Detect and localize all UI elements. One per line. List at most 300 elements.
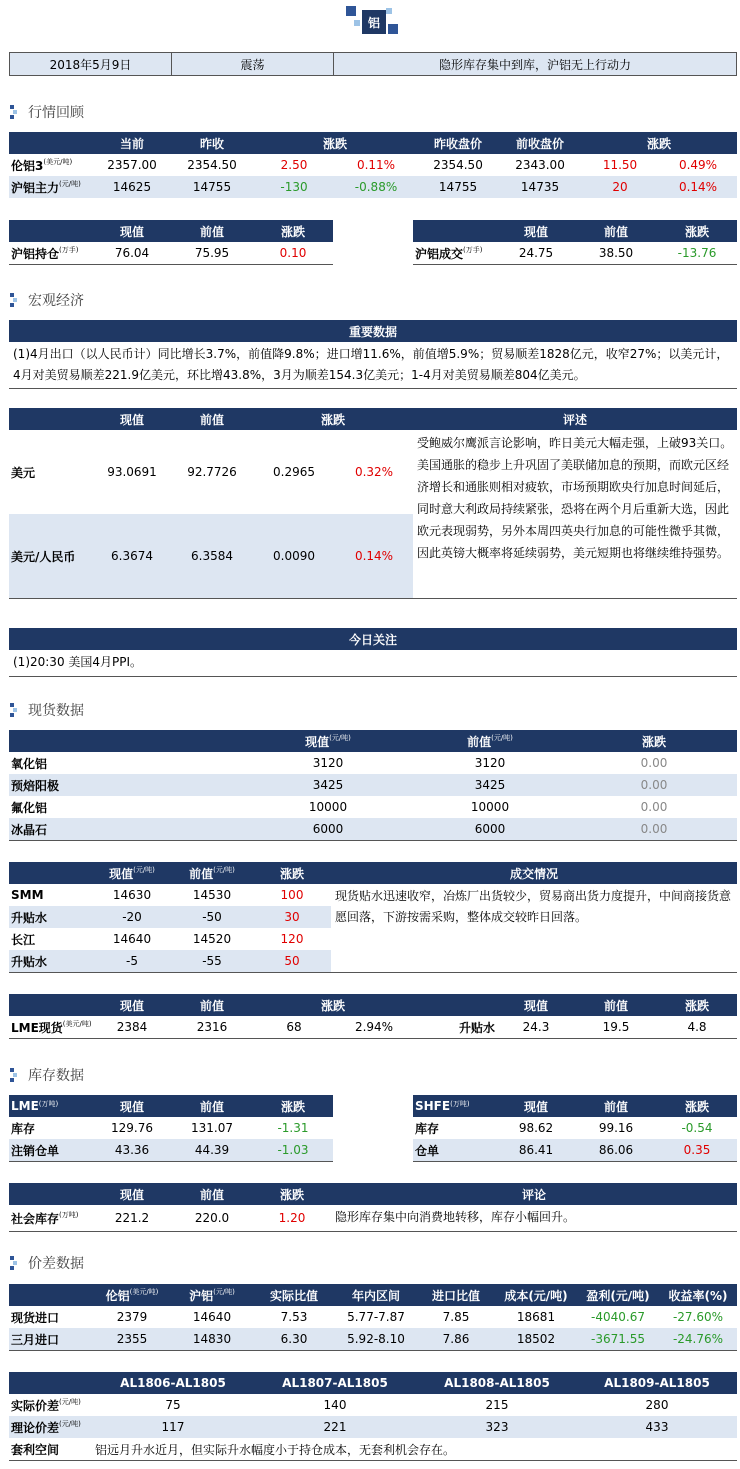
table-header-cell: 成交情况 [331,862,737,884]
table-cell: 7.85 [442,1310,470,1324]
table-header-cell: 重要数据 [9,320,737,342]
table-header-cell: 今日关注 [9,628,737,650]
table-cell [9,1016,93,1039]
table-header-cell: 现值 [93,1183,171,1205]
table-header-cell: 前值 [575,220,657,242]
table-cell: 43.36 [93,1139,171,1162]
table-header-cell: 现值 [497,994,575,1016]
table-cell: 6000 [409,818,571,841]
table-header-cell: AL1809-AL1805 [577,1372,737,1394]
table-row [9,1183,737,1205]
table-cell: -4040.67 [591,1310,645,1324]
table-cell: 24.3 [522,1020,550,1034]
table-header-cell [93,1284,171,1306]
table-cell: 5.77-7.87 [347,1310,405,1324]
table-cell: 2354.50 [433,158,483,172]
spot-deals-table [9,862,737,973]
table-cell: 6.3584 [171,514,253,599]
cell-label: 沪铝成交 [415,246,464,261]
section-title-market [10,102,84,122]
table-cell: 129.76 [111,1121,153,1135]
table-cell: 44.39 [171,1139,253,1162]
table-cell: -5 [93,950,171,973]
table-cell: 氧化铝 [11,756,48,771]
table-cell: -1.31 [277,1121,309,1135]
shfe-inventory-table [413,1095,737,1162]
table-cell: 20 [581,176,659,198]
unit-label: (万吨) [450,1100,470,1108]
table-header-cell: 涨跌 [571,730,737,752]
table-header-cell: 涨跌 [253,1095,333,1117]
table-row [9,628,737,650]
table-cell: 18502 [495,1328,577,1351]
table-row [9,1016,737,1039]
table-cell: 99.16 [598,1121,634,1135]
table-cell: 10000 [470,800,510,814]
unit-label: (美元/吨) [43,157,73,166]
table-row [9,220,333,242]
table-cell: 14830 [171,1328,253,1351]
unit-label: (元/吨) [133,865,155,874]
table-cell: 38.50 [598,246,634,260]
table-cell [9,1394,93,1416]
table-header-cell [247,730,409,752]
table-row [413,1117,737,1139]
table-row [9,1306,737,1328]
unit-label: (元/吨) [491,733,513,742]
table-cell: 14755 [417,176,499,198]
table-cell: 14755 [171,176,253,198]
table-cell: 美元 [11,465,36,480]
table-row [9,1416,737,1438]
table-cell: 18681 [516,1310,556,1324]
cell-label: 库存数据 [28,1068,84,1084]
table-header-cell: 前值 [575,1095,657,1117]
table-header-cell [171,862,253,884]
table-cell: -1.03 [253,1139,333,1162]
table-header-cell: 现值 [93,220,171,242]
table-cell: 现货进口 [11,1310,60,1325]
section-title-spot [10,700,84,720]
table-cell: 1.20 [278,1211,306,1225]
table-row [413,1139,737,1162]
table-cell: -27.60% [672,1310,724,1324]
table-cell: 76.04 [114,246,150,260]
section-marker-icon [10,1256,18,1270]
table-cell: 0.0090 [253,514,335,599]
table-cell: 2355 [93,1328,171,1351]
table-header-cell: 年内区间 [335,1284,417,1306]
table-cell: 0.14% [335,514,413,599]
table-header-cell: 昨收 [171,132,253,154]
table-cell: (1)4月出口（以人民币计）同比增长3.7%，前值降9.8%；进口增11.6%，前值增5.9%；贸易顺差1828亿元，收窄27%；以美元计，4月对美贸易顺差221.9亿美元，环比增43.8%，3月为顺差154.3亿美元；1-4月对美贸易顺差804亿美元。 [13,347,729,382]
table-header-cell: 前值 [171,994,253,1016]
table-header-cell: 现值 [497,220,575,242]
table-row [9,1205,737,1232]
table-header-cell: 实际比值 [253,1284,335,1306]
table-header-cell [9,132,93,154]
table-row [9,1139,333,1162]
table-cell: 221 [253,1416,417,1438]
table-header-cell [9,862,93,884]
table-cell: 280 [645,1398,669,1412]
unit-label: (美元/吨) [62,1019,92,1028]
table-cell: -50 [171,906,253,928]
table-cell: 30 [253,906,331,928]
cell-label: LME [11,1099,39,1113]
table-cell: -24.76% [659,1328,737,1351]
table-row [9,1372,737,1394]
table-header-cell [9,1372,93,1394]
section-marker-icon [10,1068,18,1082]
table-header-cell [9,408,93,430]
unit-label: (万手) [59,245,79,254]
volume-table [413,220,737,265]
market-header-row [9,132,737,154]
table-header-cell: 前值 [171,1095,253,1117]
table-header-cell: AL1808-AL1805 [417,1372,577,1394]
table-header-cell: 前值 [575,994,657,1016]
table-cell: -13.76 [677,246,717,260]
table-cell: 仓单 [413,1139,497,1162]
cell-label: 沪铝持仓 [11,246,60,261]
table-cell: 铝远月升水近月，但实际升水幅度小于持仓成本，无套利机会存在。 [95,1442,456,1457]
unit-label: (万吨) [59,1210,79,1219]
unit-label: (万吨) [38,1100,59,1108]
unit-label: (元/吨) [59,1419,81,1428]
table-cell: 2316 [196,1020,228,1034]
table-header-cell: 现值 [497,1095,575,1117]
table-cell: 14640 [112,932,152,946]
table-header-cell [9,994,93,1016]
table-cell: 117 [93,1416,253,1438]
today-focus-table [9,628,737,677]
table-header-cell: 收益率(%) [659,1284,737,1306]
table-cell: 75 [165,1398,181,1412]
section-title-inventory [10,1065,84,1085]
fx-table [9,408,737,599]
table-header-cell: 现值 [93,994,171,1016]
table-header-cell [9,1284,93,1306]
table-cell [9,154,93,176]
report-date: 2018年5月9日 [10,53,172,76]
table-cell: 323 [417,1416,577,1438]
table-cell [9,242,93,265]
section-marker-icon [10,703,18,717]
table-row [9,1394,737,1416]
logo [346,6,398,38]
table-cell: 6000 [247,818,409,841]
cell-label: LME现货 [11,1020,63,1035]
table-header-cell: 涨跌 [253,994,413,1016]
table-header-cell: 成本(元/吨) [495,1284,577,1306]
table-cell: SMM [11,888,44,902]
cell-label: 伦铝 [105,1288,130,1303]
market-row-lme [9,154,737,176]
cell-label: 前值 [467,734,492,749]
table-cell: 美元/人民币 [9,514,93,599]
table-cell [9,1205,93,1232]
table-row [9,862,737,884]
table-cell: 3120 [474,756,506,770]
table-cell: 升贴水 [459,1020,496,1035]
unit-label: (元/吨) [213,865,235,874]
deal-comment: 现货贴水迅速收窄，冶炼厂出货较少，贸易商出货力度提升，中间商接货意愿回落，下游按需采购，整体成交较昨日回落。 [335,889,732,924]
table-header-cell [9,220,93,242]
section-marker-icon [10,293,18,307]
cell-label: 宏观经济 [28,293,84,309]
table-row [9,242,333,265]
table-row [9,1117,333,1139]
table-header-cell: 涨跌 [253,220,333,242]
table-cell: 433 [577,1416,737,1438]
table-row [9,730,737,752]
unit-label: (元/吨) [213,1287,235,1296]
table-cell: 6.3674 [93,514,171,599]
table-header-cell [9,1095,93,1117]
cell-label: 伦铝3 [11,158,44,173]
table-row [9,1328,737,1351]
table-header-cell: 评述 [413,408,737,430]
table-header-cell [413,220,497,242]
table-cell: 0.00 [640,800,668,814]
table-cell: 14530 [192,888,232,902]
unit-label: (万手) [463,245,483,254]
table-cell: 10000 [308,800,348,814]
table-cell: 75.95 [194,246,230,260]
table-cell: 预焙阳极 [9,774,247,796]
lme-inventory-table [9,1095,333,1162]
table-row [9,1095,333,1117]
table-cell: 92.7726 [187,465,237,479]
table-cell: 100 [280,888,304,902]
table-cell: 隐形库存集中向消费地转移，库存小幅回升。 [335,1210,576,1224]
table-cell: -55 [171,950,253,973]
cell-label: 前值 [189,866,214,881]
table-row [413,220,737,242]
table-header-cell [409,730,571,752]
table-cell: 2.50 [280,158,308,172]
table-header-cell: 昨收盘价 [417,132,499,154]
table-cell: 19.5 [602,1020,630,1034]
import-spread-table [9,1284,737,1351]
table-row [9,1438,737,1461]
table-header-cell [413,994,497,1016]
table-cell: 0.00 [640,756,668,770]
table-row [9,430,737,514]
table-cell: 11.50 [602,158,638,172]
table-cell: 4.8 [687,1020,707,1034]
table-cell: 氟化铝 [11,800,48,815]
table-row [9,818,737,841]
header-bar [9,52,737,76]
table-cell [9,176,93,198]
table-cell: 0.11% [356,158,396,172]
table-row [9,320,737,342]
table-header-cell [9,1183,93,1205]
table-row [10,53,737,76]
table-cell: 2.94% [354,1020,394,1034]
table-cell: -0.54 [681,1121,713,1135]
lme-spot-table [9,994,737,1039]
table-header-cell: 涨跌 [657,994,737,1016]
table-cell: 3120 [312,756,344,770]
section-marker-icon [10,105,18,119]
table-cell: 0.49% [678,158,718,172]
table-cell: 7.53 [280,1310,308,1324]
social-inventory-table [9,1183,737,1232]
table-cell: 7.86 [417,1328,495,1351]
table-cell: 86.41 [497,1139,575,1162]
cell-label: 现值 [109,866,134,881]
table-header-cell [171,1284,253,1306]
cell-label: 现值 [305,734,330,749]
table-header-cell: 涨跌 [253,862,331,884]
table-header-cell: 盈利(元/吨) [577,1284,659,1306]
table-cell: 0.10 [279,246,307,260]
table-header-cell: 评论 [331,1183,737,1205]
table-row [9,408,737,430]
table-cell [9,1416,93,1438]
table-header-cell: 进口比值 [417,1284,495,1306]
table-header-cell: 涨跌 [253,132,417,154]
cell-label: 实际价差 [11,1398,60,1413]
table-header-cell: 当前 [93,132,171,154]
headline: 隐形库存集中到库，沪铝无上行动力 [438,57,631,72]
logo-aluminum-char: 铝 [362,10,386,34]
table-cell: 2357.00 [107,158,157,172]
table-row [9,752,737,774]
table-cell: 2343.00 [515,158,565,172]
table-cell: 升贴水 [9,906,93,928]
unit-label: (元/吨) [59,1397,81,1406]
cell-label: 沪铝主力 [11,180,60,195]
table-cell: 14630 [112,888,152,902]
table-cell: 215 [485,1398,509,1412]
table-cell: 140 [323,1398,347,1412]
market-table [9,132,737,198]
table-cell: 长江 [11,932,36,947]
section-title-spread [10,1253,84,1273]
table-header-cell [93,862,171,884]
table-cell: 2384 [116,1020,148,1034]
table-cell: 库存 [415,1121,440,1136]
table-cell: 220.0 [194,1211,230,1225]
table-row [9,342,737,389]
fx-comment: 受鲍威尔鹰派言论影响，昨日美元大幅走强，上破93关口。美国通胀的稳步上升巩固了美联储加息的预期，而欧元区经济增长和通胀则相对疲软，市场预期欧央行加息时间延后，同时意大利政局持续紧张，恐将在两个月后重新大选，因此欧元表现弱势，另外本周四英央行加息的可能性微乎其微，因此英镑大概率将延续弱势，美元短期也将继续维持强势。 [417,436,733,560]
table-row [9,994,737,1016]
table-cell: 0.14% [659,176,737,198]
table-cell: 库存 [11,1121,36,1136]
calendar-spread-table [9,1372,737,1461]
table-cell: 221.2 [114,1211,150,1225]
table-header-cell: 前值 [171,220,253,242]
important-data-table [9,320,737,389]
table-header-cell: 现值 [93,1095,171,1117]
table-header-cell: 涨跌 [581,132,737,154]
table-cell: 131.07 [191,1121,233,1135]
table-row [9,650,737,677]
table-cell: 套利空间 [11,1442,60,1457]
table-cell: 50 [253,950,331,973]
table-row [413,242,737,265]
table-header-cell: 涨跌 [253,408,413,430]
table-cell: 14520 [192,932,232,946]
table-cell: 24.75 [518,246,554,260]
cell-label: SHFE [415,1099,451,1113]
table-cell: 93.0691 [107,465,157,479]
table-cell: 升贴水 [9,950,93,973]
table-header-cell: AL1807-AL1805 [253,1372,417,1394]
table-cell: 14735 [499,176,581,198]
table-cell: 注销仓单 [9,1139,93,1162]
table-cell: 0.35 [657,1139,737,1162]
table-row [9,1284,737,1306]
open-interest-table [9,220,333,265]
table-cell: 14640 [192,1310,232,1324]
table-header-cell: 前值 [171,1183,253,1205]
unit-label: (元/吨) [59,179,81,188]
unit-label: (元/吨) [329,733,351,742]
unit-label: (美元/吨) [129,1287,159,1296]
table-cell: -130 [253,176,335,198]
section-title-macro [10,290,84,310]
market-row-shfe [9,176,737,198]
market-trend: 震荡 [172,53,334,76]
table-cell: (1)20:30 美国4月PPI。 [13,655,143,669]
table-cell: -0.88% [335,176,417,198]
table-cell: 0.00 [571,774,737,796]
table-cell: 2379 [116,1310,148,1324]
table-header-cell: 涨跌 [657,220,737,242]
table-header-cell: 前收盘价 [499,132,581,154]
cell-label: 沪铝 [189,1288,214,1303]
table-row [9,796,737,818]
table-header-cell: AL1806-AL1805 [93,1372,253,1394]
table-cell: 0.32% [354,465,394,479]
table-cell: 14625 [93,176,171,198]
table-cell: 5.92-8.10 [335,1328,417,1351]
table-cell: 0.2965 [273,465,315,479]
table-header-cell [413,1095,497,1117]
table-row [9,774,737,796]
table-cell: 2354.50 [187,158,237,172]
table-cell: 3425 [409,774,571,796]
cell-label: 价差数据 [28,1256,84,1272]
table-cell [413,242,497,265]
table-cell: 68 [286,1020,302,1034]
cell-label: 行情回顾 [28,105,84,121]
table-header-cell: 涨跌 [657,1095,737,1117]
cell-label: 理论价差 [11,1420,60,1435]
table-cell: 120 [280,932,304,946]
cell-label: 社会库存 [11,1211,60,1226]
table-cell: -3671.55 [577,1328,659,1351]
spot-materials-table [9,730,737,841]
table-cell: -20 [93,906,171,928]
cell-label: 现货数据 [28,703,84,719]
table-cell: 0.00 [571,818,737,841]
table-cell: 6.30 [253,1328,335,1351]
table-row [9,884,737,906]
table-header-cell: 现值 [93,408,171,430]
table-header-cell: 涨跌 [253,1183,331,1205]
table-cell: 98.62 [518,1121,554,1135]
table-cell: 冰晶石 [9,818,247,841]
table-header-cell: 前值 [171,408,253,430]
table-header-cell [9,730,247,752]
table-cell: 86.06 [575,1139,657,1162]
